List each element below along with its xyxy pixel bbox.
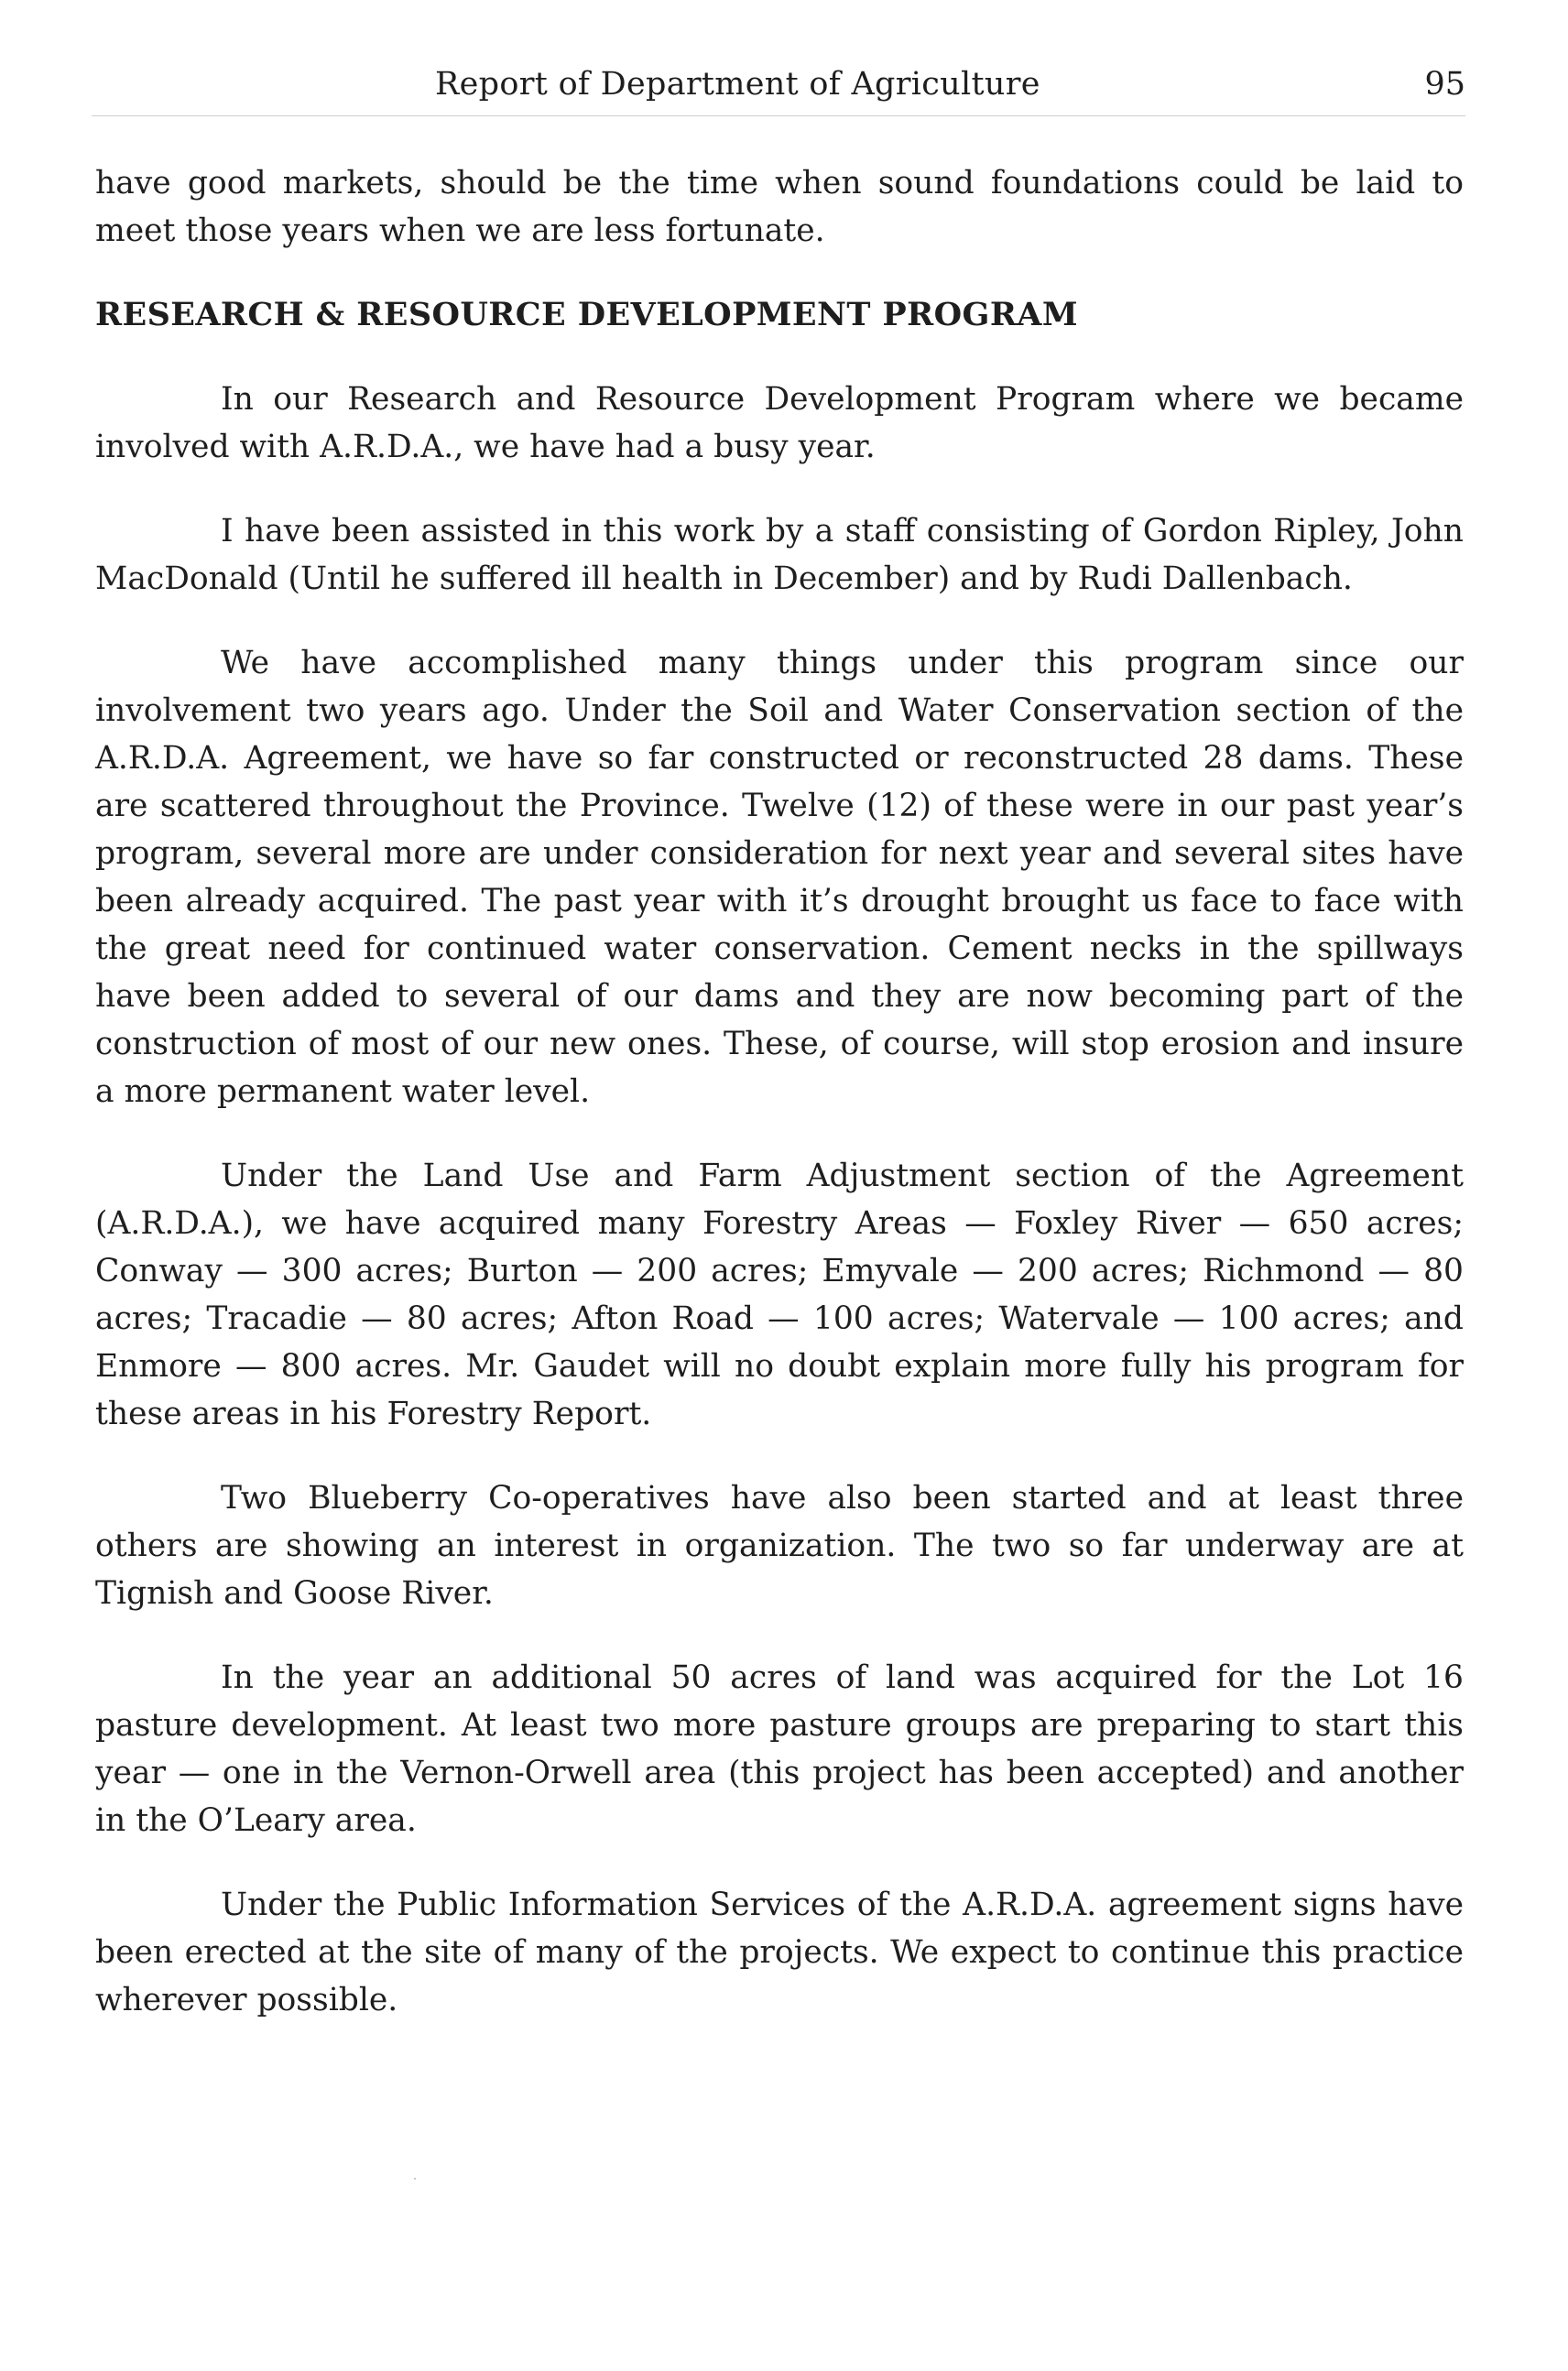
running-header-title: Report of Department of Agriculture: [435, 66, 1040, 103]
continuation-paragraph: have good markets, should be the time when sound foundations could be laid to meet those years when we are less fortunate.: [95, 165, 1464, 249]
paragraph-staff: I have been assisted in this work by a staff consisting of Gordon Ripley, John MacDonald (Until he suffered ill health in December) and by Rudi Dallenbach.: [95, 513, 1464, 597]
paragraph-pasture-development: In the year an additional 50 acres of land was acquired for the Lot 16 pasture development. At least two more pasture groups are preparing to start this year — one in the Vernon-Orwell area (this project has been accepted) and another in the O’Leary area.: [95, 1659, 1464, 1839]
header-rule: [92, 115, 1465, 116]
paragraph-water-conservation: We have accomplished many things under this program since our involvement two years ago. Under the Soil and Water Conservation section of the A.R.D.A. Agreement, we have so far constructed or reconstructed 28 dams. These are scattered throughout the Province. Twelve (12) of these were in our past year’s program, several more are under consideration for next year and several sites have been already acquired. The past year with it’s drought brought us face to face with the great need for continued water conservation. Cement necks in the spillways have been added to several of our dams and they are now becoming part of the construction of most of our new ones. These, of course, will stop erosion and insure a more permanent water level.: [95, 645, 1464, 1110]
paragraph-forestry-areas: Under the Land Use and Farm Adjustment section of the Agreement (A.R.D.A.), we have acquired many Forestry Areas — Foxley River — 650 acres; Conway — 300 acres; Burton — 200 acres; Emyvale — 200 acres; Richmond — 80 acres; Tracadie — 80 acres; Afton Road — 100 acres; Watervale — 100 acres; and Enmore — 800 acres. Mr. Gaudet will no doubt explain more fully his program for these areas in his Forestry Report.: [95, 1158, 1464, 1432]
body-text: [95, 159, 1464, 2024]
page-number: 95: [1424, 66, 1465, 103]
paragraph-public-information: Under the Public Information Services of the A.R.D.A. agreement signs have been erected at the site of many of the projects. We expect to continue this practice wherever possible.: [95, 1887, 1464, 2018]
paragraph-blueberry-cooperatives: Two Blueberry Co-operatives have also been started and at least three others are showing an interest in organization. The two so far underway are at Tignish and Goose River.: [95, 1480, 1464, 1612]
paragraph-arda-involvement: In our Research and Resource Development Program where we became involved with A.R.D.A., we have had a busy year.: [95, 381, 1464, 465]
running-header: [92, 57, 1465, 112]
scan-speck: [414, 2178, 416, 2180]
section-heading: RESEARCH & RESOURCE DEVELOPMENT PROGRAM: [95, 296, 1078, 333]
